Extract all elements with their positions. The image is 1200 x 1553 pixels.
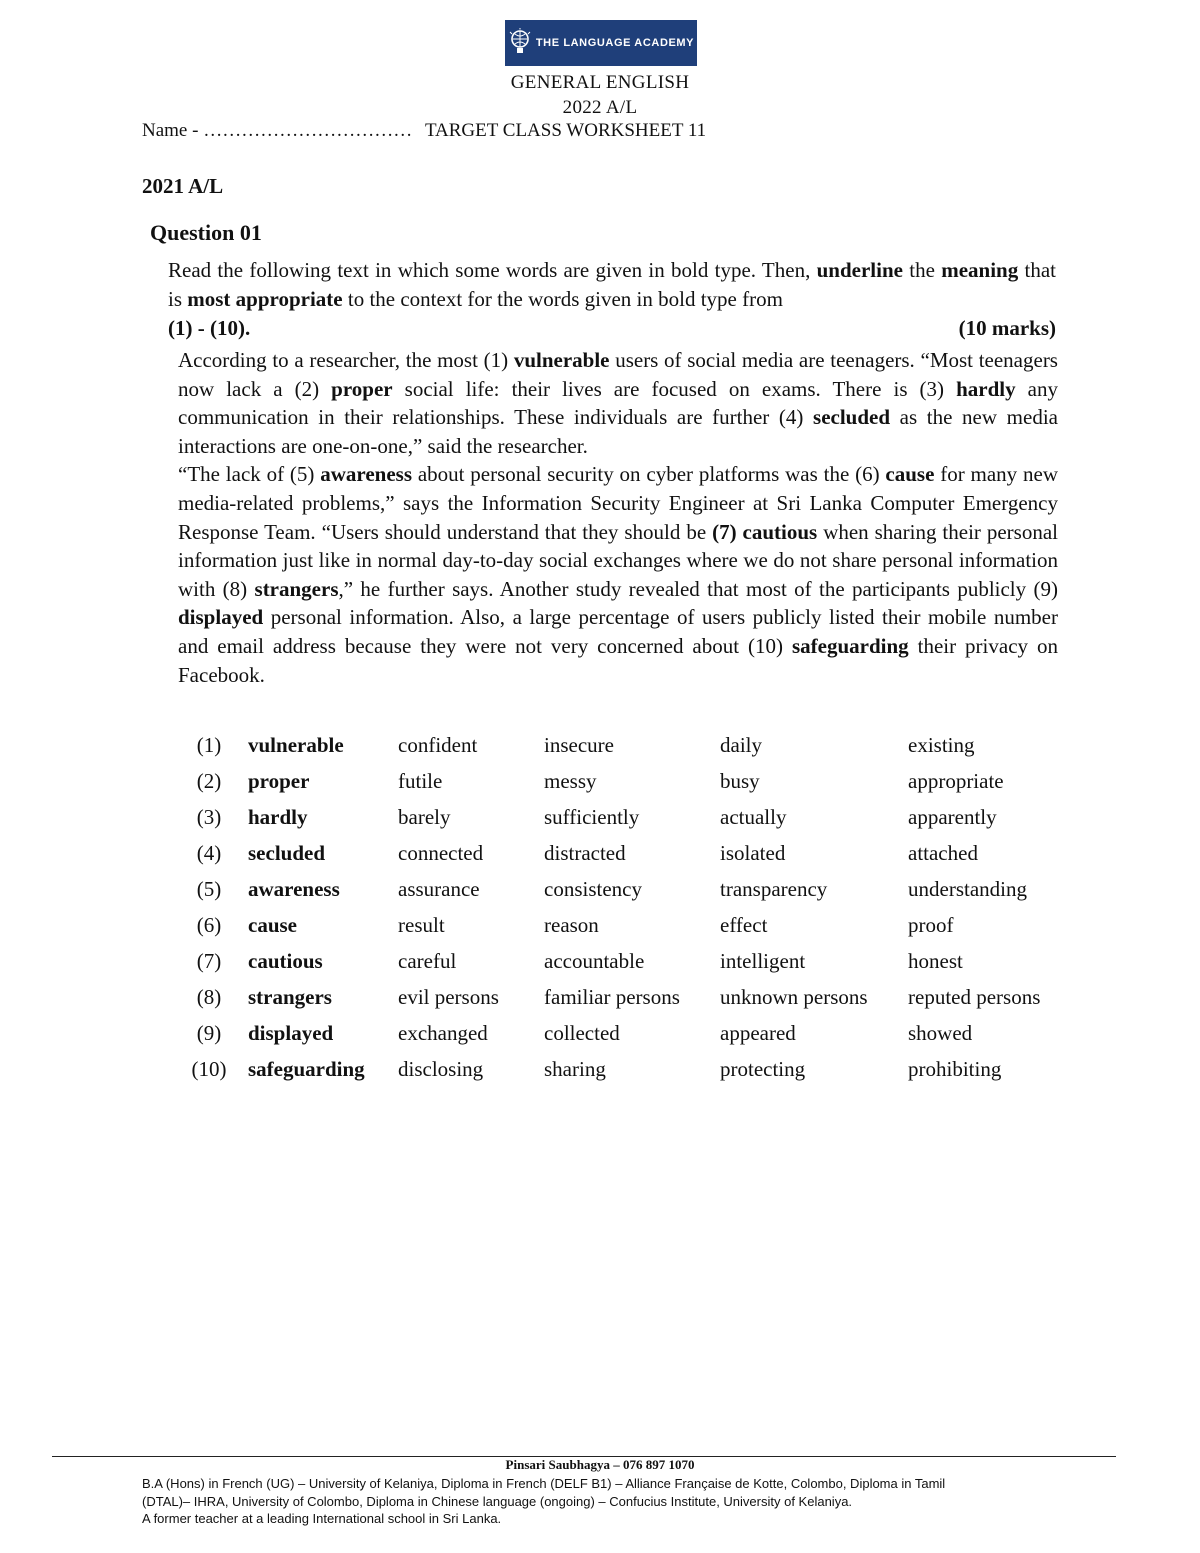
question-marks: (10 marks) bbox=[958, 316, 1056, 340]
reading-passage bbox=[178, 346, 1058, 689]
option-choice[interactable]: unknown persons bbox=[720, 984, 868, 1009]
option-choice[interactable]: busy bbox=[720, 768, 760, 793]
subject-title: GENERAL ENGLISH bbox=[510, 72, 690, 93]
option-choice[interactable]: attached bbox=[908, 840, 978, 865]
option-number: (10) bbox=[191, 1056, 227, 1081]
option-choice[interactable]: familiar persons bbox=[544, 984, 680, 1009]
option-target-word: vulnerable bbox=[248, 732, 344, 757]
option-target-word: cautious bbox=[248, 948, 323, 973]
option-choice[interactable]: consistency bbox=[544, 876, 642, 901]
option-choice[interactable]: evil persons bbox=[398, 984, 499, 1009]
exam-year: 2022 A/L bbox=[562, 97, 638, 118]
option-row bbox=[170, 727, 1058, 763]
option-choice[interactable]: transparency bbox=[720, 876, 828, 901]
option-target-word: safeguarding bbox=[248, 1056, 365, 1081]
passage-text: as the new media interactions are one-on-one,” said the researcher. bbox=[178, 405, 1058, 458]
passage-text: when sharing their personal information just like in normal day-to-day social exchanges where we do not share personal information with (8) bbox=[178, 519, 1059, 601]
bold-word: displayed bbox=[178, 605, 264, 630]
question-instructions bbox=[168, 256, 1056, 343]
footer-contact: Pinsari Saubhagya – 076 897 1070 bbox=[505, 1457, 695, 1472]
name-line bbox=[142, 120, 706, 142]
footer-line: (DTAL)– IHRA, University of Colombo, Diploma in Chinese language (ongoing) – Confucius Institute, University of Kelaniya. bbox=[142, 1493, 853, 1509]
option-choice[interactable]: collected bbox=[544, 1020, 620, 1045]
passage-text: “The lack of (5) bbox=[178, 462, 321, 487]
instr-bold: underline bbox=[816, 258, 903, 282]
option-choice[interactable]: confident bbox=[398, 732, 478, 757]
option-row bbox=[170, 799, 1058, 835]
option-target-word: secluded bbox=[248, 840, 326, 865]
option-row bbox=[170, 943, 1058, 979]
option-target-word: awareness bbox=[248, 876, 340, 901]
option-row bbox=[170, 835, 1058, 871]
question-range: (1) - (10). bbox=[168, 316, 251, 340]
instr-text: that is bbox=[168, 258, 1057, 311]
option-choice[interactable]: distracted bbox=[544, 840, 626, 865]
option-number: (9) bbox=[196, 1020, 222, 1045]
option-target-word: cause bbox=[248, 912, 297, 937]
option-choice[interactable]: intelligent bbox=[720, 948, 806, 973]
passage-paragraph-1 bbox=[178, 346, 1058, 460]
passage-text: social life: their lives are focused on exams. There is (3) bbox=[392, 376, 957, 401]
option-choice[interactable]: prohibiting bbox=[908, 1056, 1002, 1081]
passage-text: personal information. Also, a large percentage of users publicly listed their mobile number and email address because they were not very concerned about (10) bbox=[178, 605, 1058, 658]
section-title: 2021 A/L bbox=[142, 174, 224, 198]
option-choice[interactable]: proof bbox=[908, 912, 954, 937]
option-number: (6) bbox=[196, 912, 222, 937]
option-choice[interactable]: careful bbox=[398, 948, 457, 973]
option-choice[interactable]: reason bbox=[544, 912, 599, 937]
option-choice[interactable]: actually bbox=[720, 804, 787, 829]
option-choice[interactable]: isolated bbox=[720, 840, 786, 865]
option-choice[interactable]: protecting bbox=[720, 1056, 806, 1081]
passage-text: their privacy on Facebook. bbox=[178, 633, 1058, 687]
option-row bbox=[170, 1051, 1058, 1087]
option-row bbox=[170, 1015, 1058, 1051]
option-number: (4) bbox=[196, 840, 222, 865]
footer-line: B.A (Hons) in French (UG) – University of Kelaniya, Diploma in French (DELF B1) – Alliance Française de Kotte, Colombo, Diploma in Tamil bbox=[142, 1476, 946, 1491]
option-choice[interactable]: daily bbox=[720, 732, 762, 757]
option-number: (3) bbox=[196, 804, 222, 829]
bold-word: proper bbox=[331, 376, 393, 401]
option-number: (1) bbox=[196, 732, 222, 757]
bold-word: cause bbox=[885, 462, 935, 487]
option-row bbox=[170, 907, 1058, 943]
passage-paragraph-2 bbox=[178, 460, 1058, 689]
passage-text: any communication in their relationships. These individuals are further (4) bbox=[178, 376, 1058, 430]
option-choice[interactable]: sufficiently bbox=[544, 804, 640, 829]
logo-text: THE LANGUAGE ACADEMY bbox=[535, 37, 695, 49]
option-choice[interactable]: showed bbox=[908, 1020, 973, 1045]
option-choice[interactable]: futile bbox=[398, 768, 443, 793]
option-choice[interactable]: insecure bbox=[544, 732, 614, 757]
option-choice[interactable]: disclosing bbox=[398, 1056, 484, 1081]
option-choice[interactable]: sharing bbox=[544, 1056, 606, 1081]
option-number: (8) bbox=[196, 984, 222, 1009]
options-table bbox=[170, 727, 1058, 1087]
option-choice[interactable]: accountable bbox=[544, 948, 645, 973]
option-choice[interactable]: apparently bbox=[908, 804, 997, 829]
instr-text: to the context for the words given in bold type from bbox=[342, 287, 783, 311]
academy-logo bbox=[505, 20, 697, 66]
option-choice[interactable]: result bbox=[398, 912, 445, 937]
instr-bold: most appropriate bbox=[187, 287, 343, 311]
footer-credentials bbox=[142, 1475, 1082, 1528]
passage-text: for many new media-related problems,” says the Information Security Engineer at Sri Lanka Computer Emergency Response Team. “Users should understand that they should be bbox=[178, 462, 1058, 544]
option-choice[interactable]: understanding bbox=[908, 876, 1027, 901]
name-label: Name - …………………………… bbox=[142, 120, 413, 141]
option-choice[interactable]: existing bbox=[908, 732, 975, 757]
bold-word: secluded bbox=[813, 405, 891, 430]
option-number: (5) bbox=[196, 876, 222, 901]
question-title: Question 01 bbox=[150, 220, 262, 245]
passage-text: users of social media are teenagers. “Most teenagers now lack a (2) bbox=[178, 348, 1058, 401]
option-target-word: displayed bbox=[248, 1020, 334, 1045]
option-choice[interactable]: messy bbox=[544, 768, 597, 793]
option-target-word: hardly bbox=[248, 804, 308, 829]
bold-word: strangers bbox=[254, 576, 339, 601]
option-row bbox=[170, 979, 1058, 1015]
option-target-word: proper bbox=[248, 768, 310, 793]
instr-bold: meaning bbox=[941, 258, 1019, 282]
footer-line: A former teacher at a leading International school in Sri Lanka. bbox=[142, 1511, 502, 1526]
option-number: (2) bbox=[196, 768, 222, 793]
worksheet-title: TARGET CLASS WORKSHEET 11 bbox=[424, 120, 707, 141]
option-choice[interactable]: appropriate bbox=[908, 768, 1004, 793]
option-number: (7) bbox=[196, 948, 222, 973]
option-choice[interactable]: appeared bbox=[720, 1020, 796, 1045]
option-choice[interactable]: honest bbox=[908, 948, 963, 973]
passage-text: According to a researcher, the most (1) bbox=[178, 348, 514, 372]
option-choice[interactable]: assurance bbox=[398, 876, 480, 901]
option-choice[interactable]: exchanged bbox=[398, 1020, 488, 1045]
option-choice[interactable]: barely bbox=[398, 804, 451, 829]
option-target-word: strangers bbox=[248, 984, 332, 1009]
option-choice[interactable]: connected bbox=[398, 840, 484, 865]
option-row bbox=[170, 763, 1058, 799]
option-row bbox=[170, 871, 1058, 907]
instr-text: Read the following text in which some words are given in bold type. Then, bbox=[168, 258, 817, 282]
bold-word: safeguarding bbox=[791, 633, 909, 658]
option-choice[interactable]: reputed persons bbox=[908, 984, 1041, 1009]
lightbulb-globe-icon bbox=[508, 28, 532, 58]
marks-row bbox=[168, 314, 1056, 343]
bold-word: vulnerable bbox=[513, 348, 610, 372]
passage-text: ,” he further says. Another study revealed that most of the participants publicly (9) bbox=[338, 576, 1058, 601]
bold-word: awareness bbox=[320, 462, 412, 487]
bold-word: hardly bbox=[956, 376, 1016, 401]
bold-word: (7) cautious bbox=[712, 519, 818, 544]
passage-text: about personal security on cyber platforms was the (6) bbox=[412, 462, 886, 487]
option-choice[interactable]: effect bbox=[720, 912, 768, 937]
instr-text: the bbox=[902, 258, 942, 282]
